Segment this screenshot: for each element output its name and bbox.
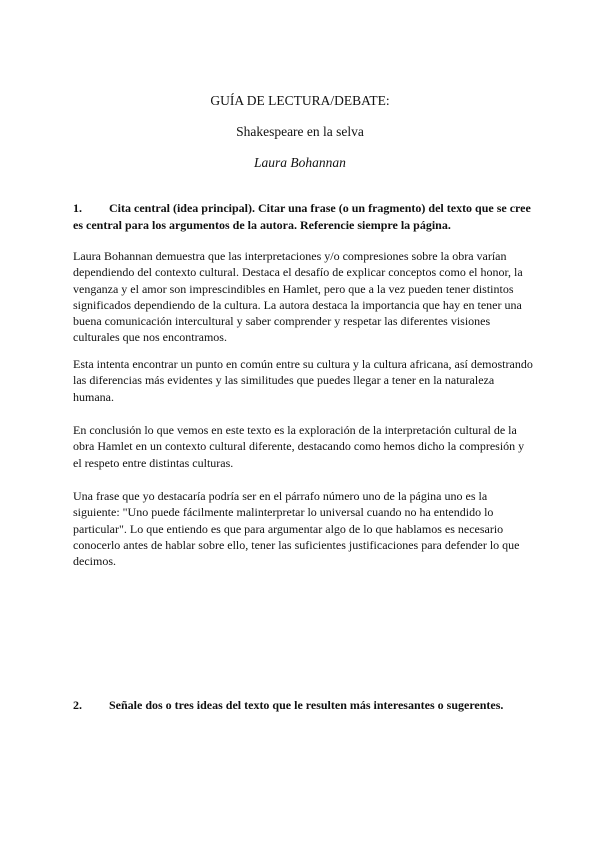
- section-2-heading: Señale dos o tres ideas del texto que le resulten más interesantes o sugerentes.: [109, 698, 504, 712]
- section-1: [73, 200, 533, 234]
- paragraph-2: Esta intenta encontrar un punto en común entre su cultura y la cultura africana, así demostrando las diferencias más evidentes y las similitudes que puedes llegar a tener en la naturaleza humana.: [73, 357, 533, 404]
- paragraph-4: Una frase que yo destacaría podría ser en el párrafo número uno de la página uno es la siguiente: "Uno puede fácilmente malinterpretar lo universal cuando no ha entendido lo particular". Lo que entiendo es que para argumentar algo de lo que hablamos es necesario conocerlo antes de hablar sobre ello, tener las suficientes justificaciones para defender lo que decimos.: [73, 489, 520, 569]
- section-1-heading: Cita central (idea principal). Citar una frase (o un fragmento) del texto que se cree es central para los argumentos de la autora. Referencie siempre la página.: [73, 201, 531, 232]
- document-author: Laura Bohannan: [254, 155, 346, 170]
- section-1-number: 1.: [73, 201, 82, 215]
- paragraph-3: En conclusión lo que vemos en este texto es la exploración de la interpretación cultural de la obra Hamlet en un contexto cultural diferente, destacando como hemos dicho la compresión y el respeto entre distintas culturas.: [73, 423, 525, 470]
- document-title: GUÍA DE LECTURA/DEBATE:: [210, 93, 390, 108]
- paragraph-1: Laura Bohannan demuestra que las interpretaciones y/o compresiones sobre la obra varían dependiendo del contexto cultural. Destaca el desafío de explicar conceptos como el honor, la venganza y el amor son imprescindibles en Hamlet, pero que a la vez pueden tener distintos significados dependiendo de la cultura. La autora destaca la importancia que hay en tener una buena comunicación intercultural y saber comprender y respetar las diferentes visiones culturales que nos encontramos.: [73, 249, 523, 345]
- document-subtitle: Shakespeare en la selva: [236, 124, 364, 139]
- section-2-number: 2.: [73, 698, 82, 712]
- section-2: [73, 697, 533, 714]
